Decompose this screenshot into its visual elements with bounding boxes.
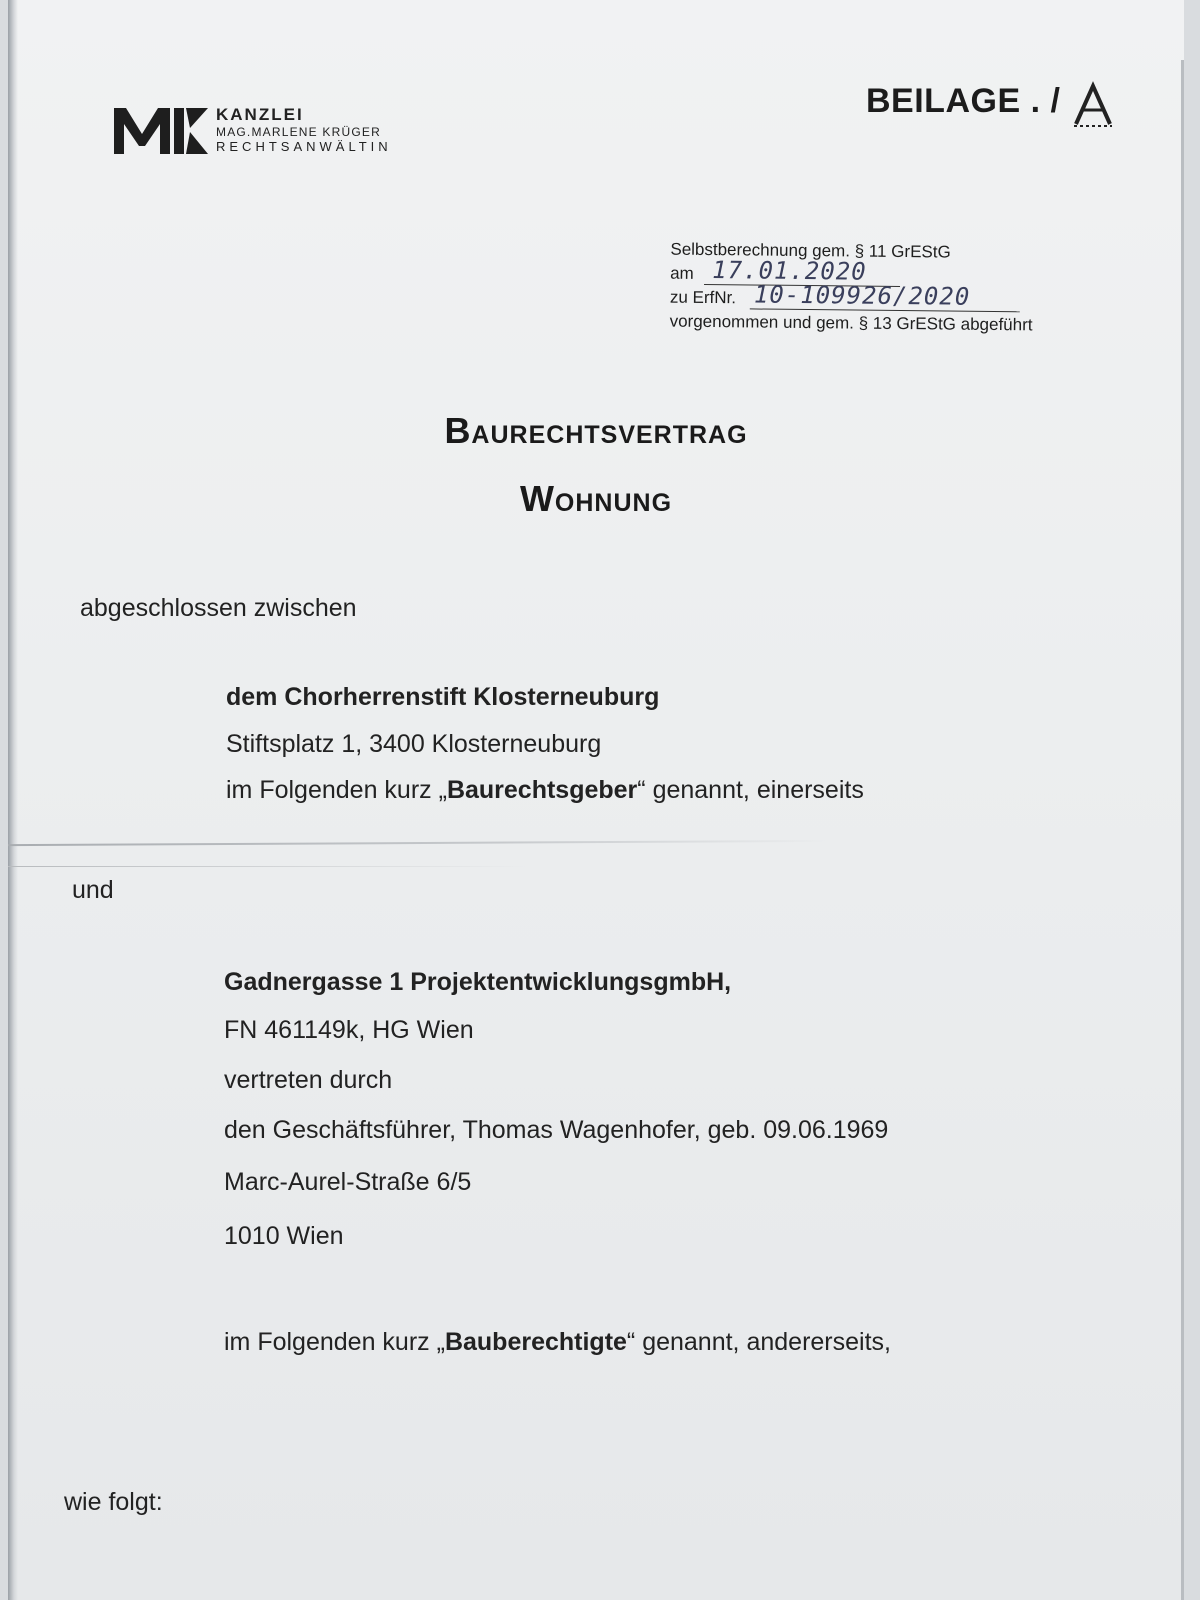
beilage-letter-a-icon [1072, 80, 1114, 130]
mk-monogram-icon [112, 102, 212, 158]
closing-text: wie folgt: [64, 1488, 163, 1516]
intro-text: abgeschlossen zwischen [80, 594, 357, 622]
party1-role: Baurechtsgeber [446, 776, 638, 804]
paper-fold-line [8, 840, 828, 846]
document-subtitle: Wohnung [519, 478, 673, 519]
party2-name: Gadnergasse 1 ProjektentwicklungsgmbH, [224, 968, 732, 996]
party2-fn: FN 461149k, HG Wien [224, 1016, 474, 1044]
party2-city: 1010 Wien [224, 1222, 344, 1250]
party1-name: dem Chorherrenstift Klosterneuburg [226, 683, 660, 711]
party2-role-line [224, 1328, 891, 1357]
letterhead-line-title: RECHTSANWÄLTIN [216, 139, 392, 154]
party2-street: Marc-Aurel-Straße 6/5 [224, 1168, 472, 1196]
stamp-erfnr-value: 10-109926/2020 [753, 280, 971, 311]
stamp-am-value: 17.01.2020 [712, 256, 867, 286]
document-title: Baurechtsvertrag [444, 410, 748, 451]
party2-role-suffix: “ genannt, andererseits, [626, 1328, 891, 1356]
party1-role-prefix: im Folgenden kurz „ [226, 776, 447, 804]
letterhead-logo [112, 102, 452, 164]
tax-stamp [670, 240, 1131, 341]
letterhead-line-name: MAG.MARLENE KRÜGER [216, 125, 381, 139]
paper-fold-line-secondary [8, 866, 528, 867]
party2-role-prefix: im Folgenden kurz „ [224, 1328, 445, 1356]
party1-role-line [226, 776, 864, 805]
letterhead-line-kanzlei: KANZLEI [216, 105, 304, 124]
page-shadow-left [8, 0, 18, 1600]
party1-role-suffix: “ genannt, einerseits [637, 776, 864, 804]
party2-geschaeftsfuehrer: den Geschäftsführer, Thomas Wagenhofer, geb. 09.06.1969 [224, 1116, 889, 1144]
document-page [8, 0, 1184, 1600]
stamp-line-selbstberechnung: Selbstberechnung gem. § 11 GrEStG [670, 239, 951, 262]
stamp-am-label: am [670, 263, 694, 283]
party2-vertreten: vertreten durch [224, 1066, 393, 1094]
party1-address: Stiftsplatz 1, 3400 Klosterneuburg [226, 730, 602, 758]
und-text: und [72, 876, 114, 904]
party2-role: Bauberechtigte [444, 1328, 627, 1356]
beilage-label: BEILAGE . / [866, 82, 1061, 120]
page-edge-right [1181, 60, 1184, 1600]
stamp-erfnr-label: zu ErfNr. [669, 287, 737, 308]
stamp-line-abgefuehrt: vorgenommen und gem. § 13 GrEStG abgeführt [669, 311, 1033, 335]
